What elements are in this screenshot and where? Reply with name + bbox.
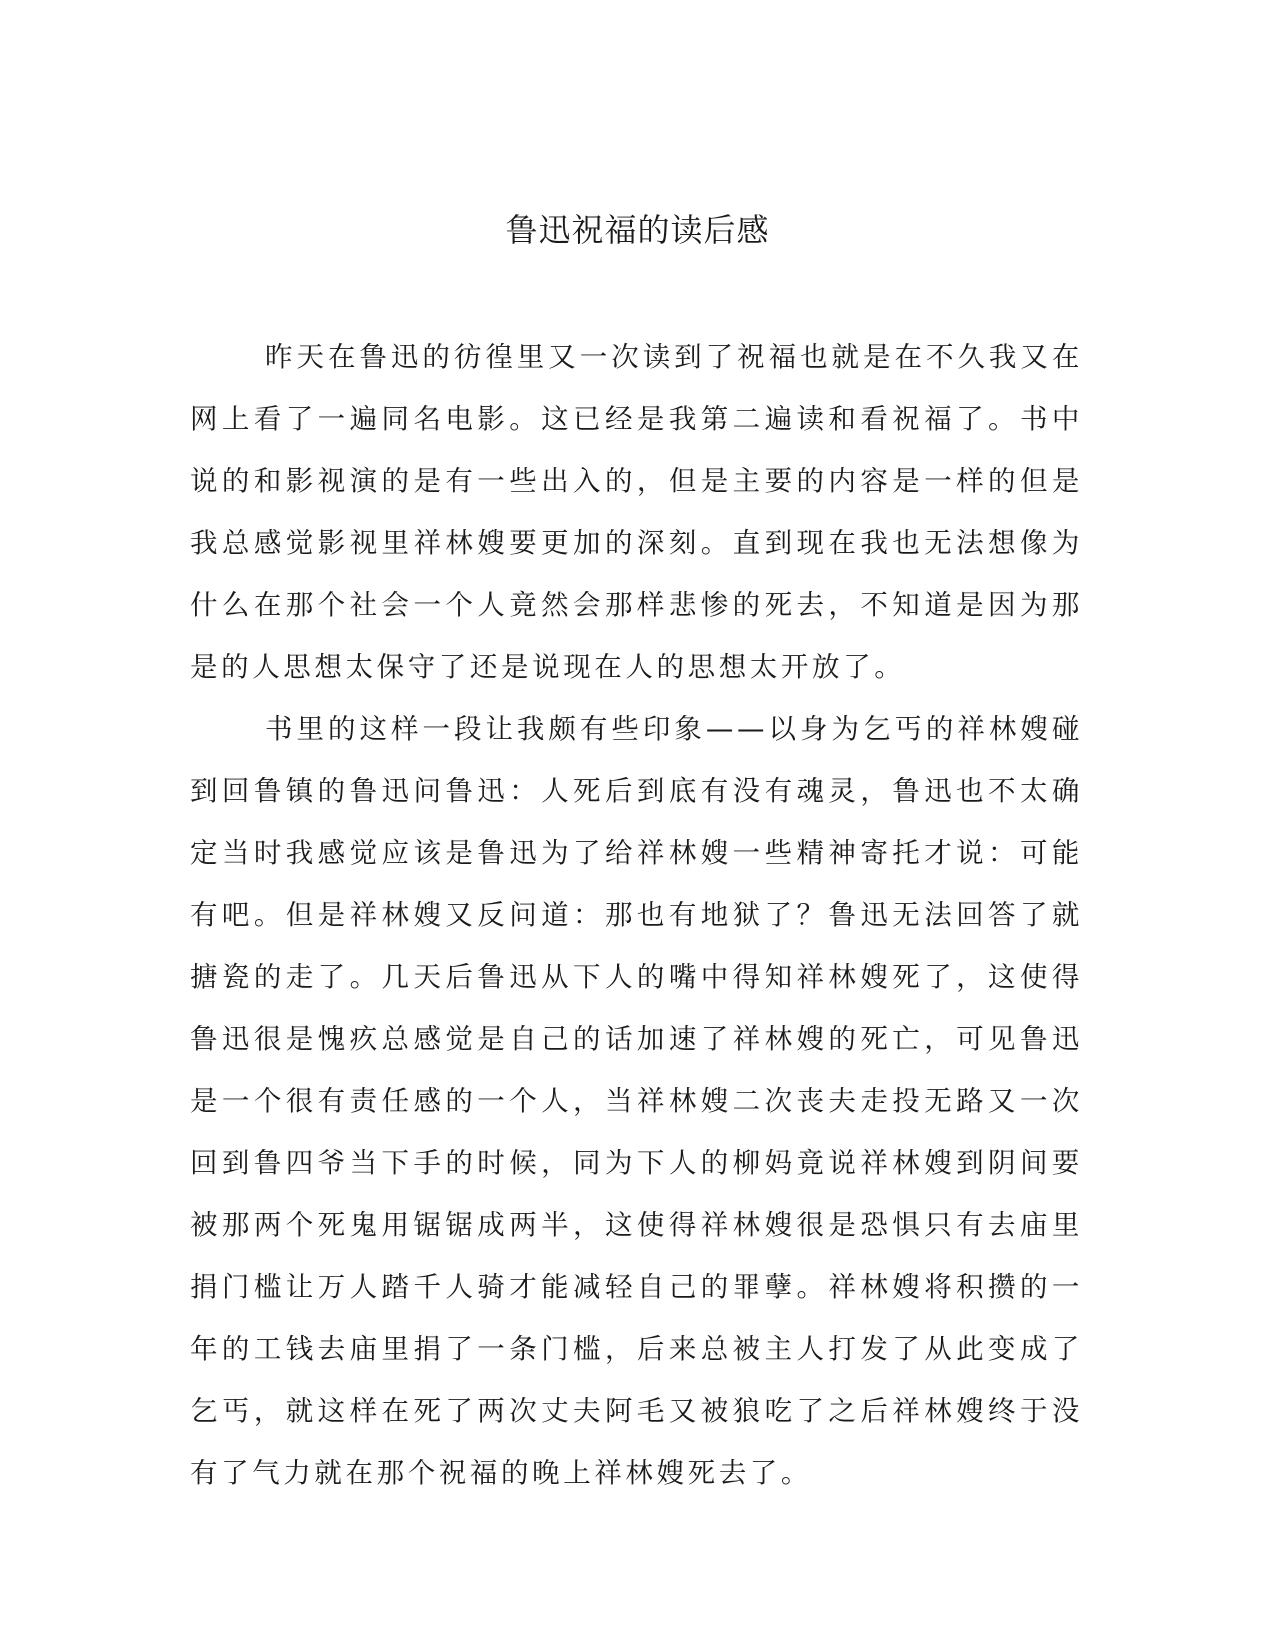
document-body [190, 326, 1083, 1504]
paragraph-1: 昨天在鲁迅的彷徨里又一次读到了祝福也就是在不久我又在网上看了一遍同名电影。这已经是我第二遍读和看祝福了。书中说的和影视演的是有一些出入的，但是主要的内容是一样的但是我总感觉影视里祥林嫂要更加的深刻。直到现在我也无法想像为什么在那个社会一个人竟然会那样悲惨的死去，不知道是因为那是的人思想太保守了还是说现在人的思想太开放了。 [190, 341, 1083, 683]
paragraph-2: 书里的这样一段让我颇有些印象——以身为乞丐的祥林嫂碰到回鲁镇的鲁迅问鲁迅：人死后到底有没有魂灵，鲁迅也不太确定当时我感觉应该是鲁迅为了给祥林嫂一些精神寄托才说：可能有吧。但是祥林嫂又反问道：那也有地狱了？鲁迅无法回答了就搪瓷的走了。几天后鲁迅从下人的嘴中得知祥林嫂死了，这使得鲁迅很是愧疚总感觉是自己的话加速了祥林嫂的死亡，可见鲁迅是一个很有责任感的一个人，当祥林嫂二次丧夫走投无路又一次回到鲁四爷当下手的时候，同为下人的柳妈竟说祥林嫂到阴间要被那两个死鬼用锯锯成两半，这使得祥林嫂很是恐惧只有去庙里捐门槛让万人踏千人骑才能减轻自己的罪孽。祥林嫂将积攒的一年的工钱去庙里捐了一条门槛，后来总被主人打发了从此变成了乞丐，就这样在死了两次丈夫阿毛又被狼吃了之后祥林嫂终于没有了气力就在那个祝福的晚上祥林嫂死去了。 [190, 713, 1083, 1489]
document-title: 鲁迅祝福的读后感 [505, 211, 770, 249]
